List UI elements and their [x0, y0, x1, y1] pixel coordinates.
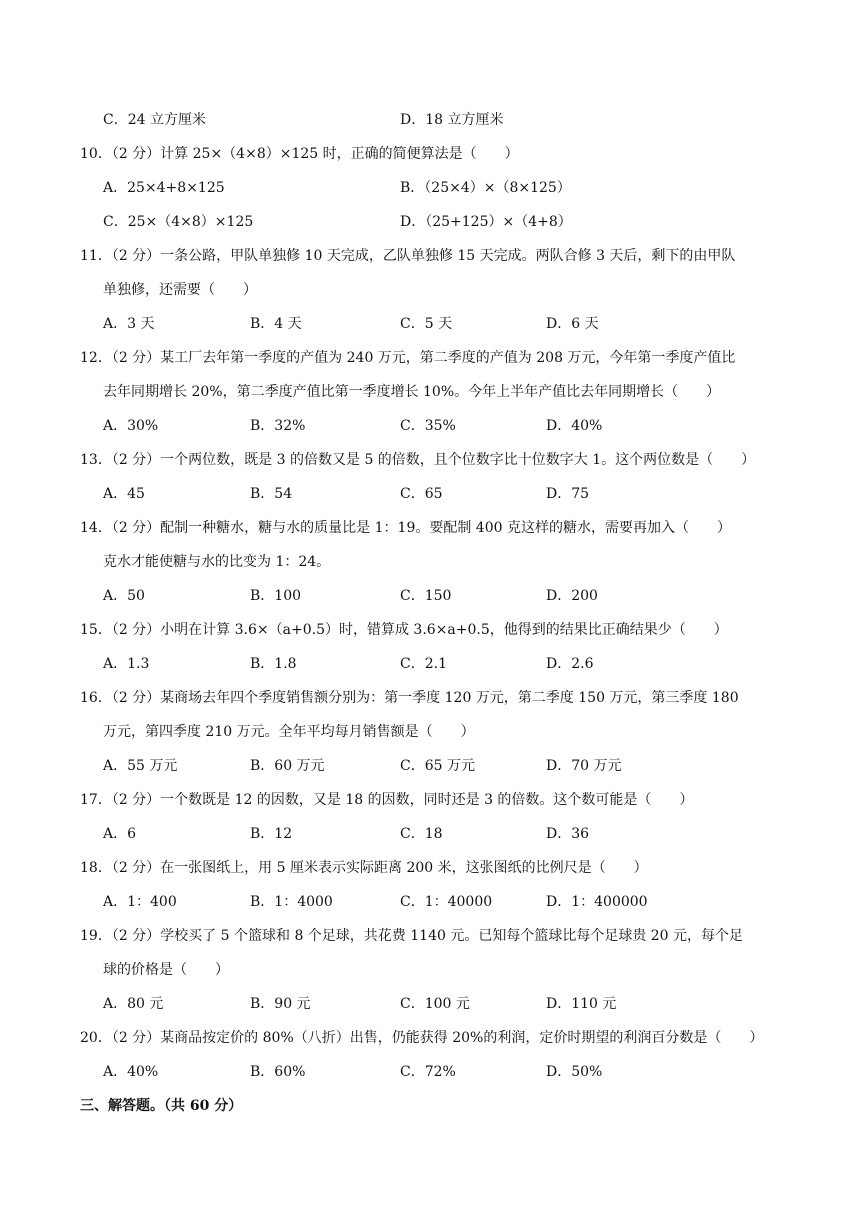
option-b: B．100: [250, 588, 302, 604]
question-number: 18．: [80, 860, 112, 876]
question-text: （2 分）某工厂去年第一季度的产值为 240 万元，第二季度的产值为 208 万元，今年第一季度产值比: [111, 350, 736, 366]
question-20: [80, 1028, 763, 1048]
option-c: C．35%: [400, 418, 456, 434]
question-number: 12．: [80, 350, 112, 366]
option-b: B．1：4000: [250, 894, 333, 910]
option-a: A．45: [103, 486, 145, 502]
question-text: （2 分）配制一种糖水，糖与水的质量比是 1：19。要配制 400 克这样的糖水，需要再加入（ ）: [111, 520, 731, 536]
option-d: D．1：400000: [546, 894, 648, 910]
question-number: 13．: [80, 452, 112, 468]
option-c: C．100 元: [400, 996, 470, 1012]
option-c: C．1：40000: [400, 894, 493, 910]
question-text: （2 分）一条公路，甲队单独修 10 天完成，乙队单独修 15 天完成。两队合修 3 天后，剩下的由甲队: [111, 248, 736, 264]
option-b: B．90 元: [250, 996, 311, 1012]
option-c: C．2.1: [400, 656, 447, 672]
option-d: D．110 元: [546, 996, 617, 1012]
question-10: [80, 144, 519, 164]
question-16: [80, 688, 739, 708]
option-a: A．30%: [103, 418, 159, 434]
question-13: [80, 450, 755, 470]
option-d: D．18 立方厘米: [400, 112, 504, 128]
question-12: [80, 348, 735, 368]
question-text-continued: 万元，第四季度 210 万元。全年平均每月销售额是（ ）: [103, 724, 475, 740]
question-17: [80, 790, 693, 810]
question-number: 19．: [80, 928, 112, 944]
option-c: C．24 立方厘米: [103, 112, 206, 128]
option-d: D．36: [546, 826, 590, 842]
question-19: [80, 926, 743, 946]
option-b: B．1.8: [250, 656, 297, 672]
question-number: 17．: [80, 792, 112, 808]
question-text: （2 分）某商场去年四个季度销售额分别为：第一季度 120 万元，第二季度 150 万元，第三季度 180: [111, 690, 739, 706]
option-b: B．54: [250, 486, 293, 502]
question-text: （2 分）一个数既是 12 的因数，又是 18 的因数，同时还是 3 的倍数。这个数可能是（ ）: [111, 792, 694, 808]
question-text: （2 分）计算 25×（4×8）×125 时，正确的简便算法是（ ）: [111, 146, 519, 162]
option-a: A．1：400: [103, 894, 177, 910]
option-d: D．75: [546, 486, 590, 502]
question-text: （2 分）某商品按定价的 80%（八折）出售，仍能获得 20%的利润，定价时期望的利润百分数是（ ）: [111, 1030, 764, 1046]
question-15: [80, 620, 728, 640]
option-d: D．50%: [546, 1064, 603, 1080]
option-a: A．80 元: [103, 996, 164, 1012]
question-text-continued: 球的价格是（ ）: [103, 962, 229, 978]
section-heading: 三、解答题。（共 60 分）: [80, 1098, 243, 1114]
question-number: 16．: [80, 690, 112, 706]
question-number: 20．: [80, 1030, 112, 1046]
option-d: D．6 天: [546, 316, 599, 332]
option-a: A．40%: [103, 1064, 159, 1080]
question-text: （2 分）在一张图纸上，用 5 厘米表示实际距离 200 米，这张图纸的比例尺是（ ）: [111, 860, 648, 876]
question-text-continued: 单独修，还需要（ ）: [103, 282, 257, 298]
question-number: 11．: [80, 248, 112, 264]
option-c: C．65 万元: [400, 758, 475, 774]
option-b: B．60 万元: [250, 758, 325, 774]
option-a: A．55 万元: [103, 758, 178, 774]
option-d: D．200: [546, 588, 598, 604]
question-text: （2 分）一个两位数，既是 3 的倍数又是 5 的倍数，且个位数字比十位数字大 1。这个两位数是（ ）: [111, 452, 756, 468]
option-d: D．（25+125）×（4+8）: [400, 214, 572, 230]
option-d: D．40%: [546, 418, 603, 434]
option-c: C．150: [400, 588, 452, 604]
option-a: A．6: [103, 826, 137, 842]
question-number: 14．: [80, 520, 112, 536]
option-d: D．70 万元: [546, 758, 622, 774]
option-c: C．18: [400, 826, 443, 842]
option-b: B．（25×4）×（8×125）: [400, 180, 571, 196]
question-text: （2 分）小明在计算 3.6×（a+0.5）时，错算成 3.6×a+0.5，他得到的结果比正确结果少（ ）: [111, 622, 728, 638]
question-18: [80, 858, 648, 878]
option-a: A．1.3: [103, 656, 150, 672]
question-text-continued: 克水才能使糖与水的比变为 1：24。: [103, 554, 331, 570]
option-c: C．5 天: [400, 316, 453, 332]
question-text-continued: 去年同期增长 20%，第二季度产值比第一季度增长 10%。今年上半年产值比去年同期增长（ ）: [103, 384, 721, 400]
option-c: C．25×（4×8）×125: [103, 214, 254, 230]
option-c: C．65: [400, 486, 443, 502]
option-b: B．32%: [250, 418, 306, 434]
question-number: 15．: [80, 622, 112, 638]
question-text: （2 分）学校买了 5 个篮球和 8 个足球，共花费 1140 元。已知每个篮球比每个足球贵 20 元，每个足: [111, 928, 744, 944]
question-number: 10．: [80, 146, 112, 162]
option-a: A．25×4+8×125: [103, 180, 225, 196]
question-14: [80, 518, 731, 538]
option-a: A．50: [103, 588, 145, 604]
option-d: D．2.6: [546, 656, 594, 672]
option-a: A．3 天: [103, 316, 155, 332]
option-c: C．72%: [400, 1064, 456, 1080]
option-b: B．4 天: [250, 316, 302, 332]
question-11: [80, 246, 735, 266]
option-b: B．12: [250, 826, 293, 842]
option-b: B．60%: [250, 1064, 306, 1080]
